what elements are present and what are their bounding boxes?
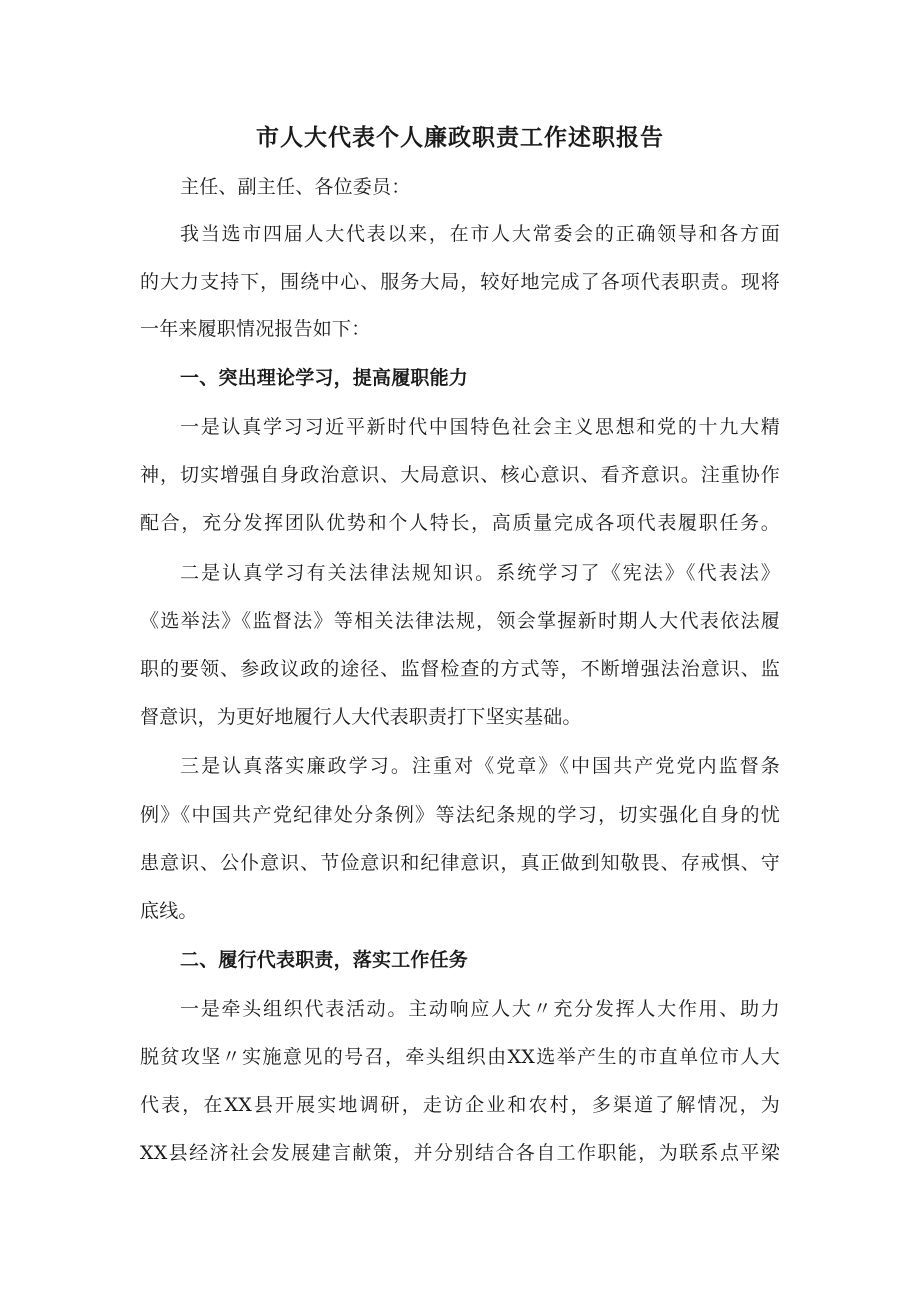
paragraph-line: 督意识，为更好地履行人大代表职责打下坚实基础。 [140, 706, 582, 728]
paragraph-line: 三是认真落实廉政学习。注重对《党章》《中国共产党党内监督条 [180, 755, 780, 777]
paragraph-line: 患意识、公仆意识、节俭意识和纪律意识，真正做到知敬畏、存戒惧、守 [140, 852, 780, 874]
paragraph-line: XX县经济社会发展建言献策，并分别结合各自工作职能，为联系点平梁 [140, 1142, 780, 1164]
paragraph-line: 的大力支持下，围绕中心、服务大局，较好地完成了各项代表职责。现将 [140, 271, 780, 293]
paragraph-line: 职的要领、参政议政的途径、监督检查的方式等，不断增强法治意识、监 [140, 658, 780, 680]
paragraph-line: 神，切实增强自身政治意识、大局意识、核心意识、看齐意识。注重协作 [140, 464, 780, 486]
salutation: 主任、副主任、各位委员： [180, 176, 411, 198]
paragraph-line: 一年来履职情况报告如下： [140, 318, 371, 340]
section-heading: 一、突出理论学习，提高履职能力 [180, 367, 469, 389]
paragraph-line: 二是认真学习有关法律法规知识。系统学习了《宪法》《代表法》 [180, 562, 780, 584]
paragraph-line: 代表，在XX县开展实地调研，走访企业和农村，多渠道了解情况，为 [140, 1094, 780, 1116]
paragraph-line: 我当选市四届人大代表以来，在市人大常委会的正确领导和各方面 [180, 223, 780, 245]
paragraph-line: 一是牵头组织代表活动。主动响应人大〃充分发挥人大作用、助力 [180, 998, 780, 1020]
paragraph-line: 《选举法》《监督法》等相关法律法规，领会掌握新时期人大代表依法履 [140, 610, 780, 632]
paragraph-line: 配合，充分发挥团队优势和个人特长，高质量完成各项代表履职任务。 [140, 512, 780, 534]
paragraph-line: 一是认真学习习近平新时代中国特色社会主义思想和党的十九大精 [180, 416, 780, 438]
section-heading: 二、履行代表职责，落实工作任务 [180, 949, 469, 971]
paragraph-line: 例》《中国共产党纪律处分条例》等法纪条规的学习，切实强化自身的忧 [140, 804, 780, 826]
document-title: 市人大代表个人廉政职责工作述职报告 [256, 124, 664, 151]
paragraph-line: 底线。 [140, 900, 198, 922]
paragraph-line: 脱贫攻坚〃实施意见的号召，牵头组织由XX选举产生的市直单位市人大 [140, 1046, 780, 1068]
